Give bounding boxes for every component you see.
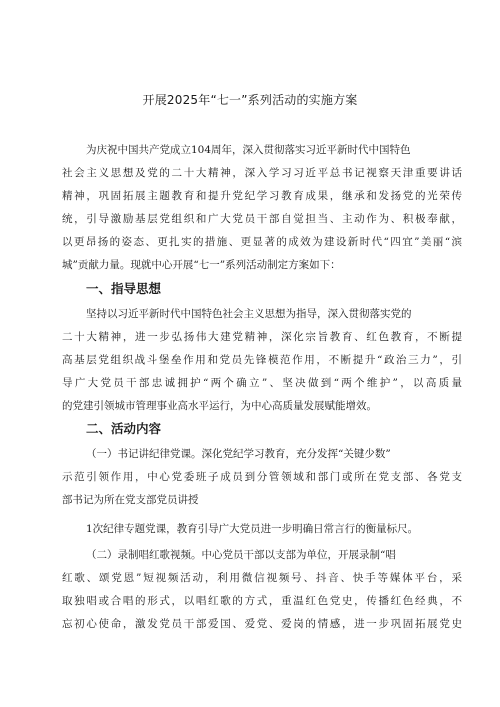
section1-line: 二十大精神，进一步弘扬伟大建党精神，深化宗旨教育、红色教育，不断提 — [62, 331, 462, 343]
item2-line: （二）录制唱红歌视频。中心党员干部以支部为单位，开展录制“唱 — [86, 549, 396, 561]
intro-line: 统，引导激励基层党组织和广大党员干部自觉担当、主动作为、积极奉献， — [62, 213, 462, 225]
section-heading-guiding-ideology: 一、指导思想 — [86, 281, 162, 296]
item2-line: 取独唱或合唱的形式，以唱红歌的方式，重温红色党史，传播红色经典，不 — [62, 595, 462, 607]
item1-line: （一）书记讲纪律党课。深化党纪学习教育，充分发挥“关键少数” — [86, 448, 391, 460]
intro-line: 社会主义思想及党的二十大精神，深入学习习近平总书记视察天津重要讲话 — [62, 167, 462, 179]
section1-line: 坚持以习近平新时代中国特色社会主义思想为指导，深入贯彻落实党的 — [86, 308, 412, 320]
section1-line: 的党建引领城市管理事业高水平运行，为中心高质量发展赋能增效。 — [62, 400, 377, 412]
item1-continuation-line: 1次纪律专题党课，教育引导广大党员进一步明确日常言行的衡量标尺。 — [86, 523, 419, 535]
intro-line: 为庆祝中国共产党成立104周年，深入贯彻落实习近平新时代中国特色 — [86, 144, 411, 156]
item2-line: 忘初心使命，激发党员干部爱国、爱党、爱岗的情感，进一步巩固拓展党史 — [62, 618, 462, 630]
section1-line: 导广大党员干部忠诚拥护“两个确立”、坚决做到“两个维护”，以高质量 — [62, 377, 462, 389]
intro-line: 城”贡献力量。现就中心开展“七一”系列活动制定方案如下： — [62, 259, 341, 271]
section1-line: 高基层党组织战斗堡垒作用和党员先锋模范作用，不断提升“政治三力”，引 — [62, 354, 462, 366]
item2-line: 红歌、颂党恩”短视频活动，利用微信视频号、抖音、快手等媒体平台，采 — [62, 572, 462, 584]
document-title: 开展2025年“七一”系列活动的实施方案 — [142, 93, 358, 107]
section-heading-activities: 二、活动内容 — [86, 421, 162, 436]
intro-line: 精神，巩固拓展主题教育和提升党纪学习教育成果，继承和发扬党的光荣传 — [62, 190, 462, 202]
item1-line: 示范引领作用，中心党委班子成员到分管领域和部门或所在党支部、各党支 — [62, 471, 462, 483]
item1-line: 部书记为所在党支部党员讲授 — [62, 494, 199, 506]
intro-line: 以更昂扬的姿态、更扎实的措施、更显著的成效为建设新时代“四宜”美丽“滨 — [62, 236, 462, 248]
